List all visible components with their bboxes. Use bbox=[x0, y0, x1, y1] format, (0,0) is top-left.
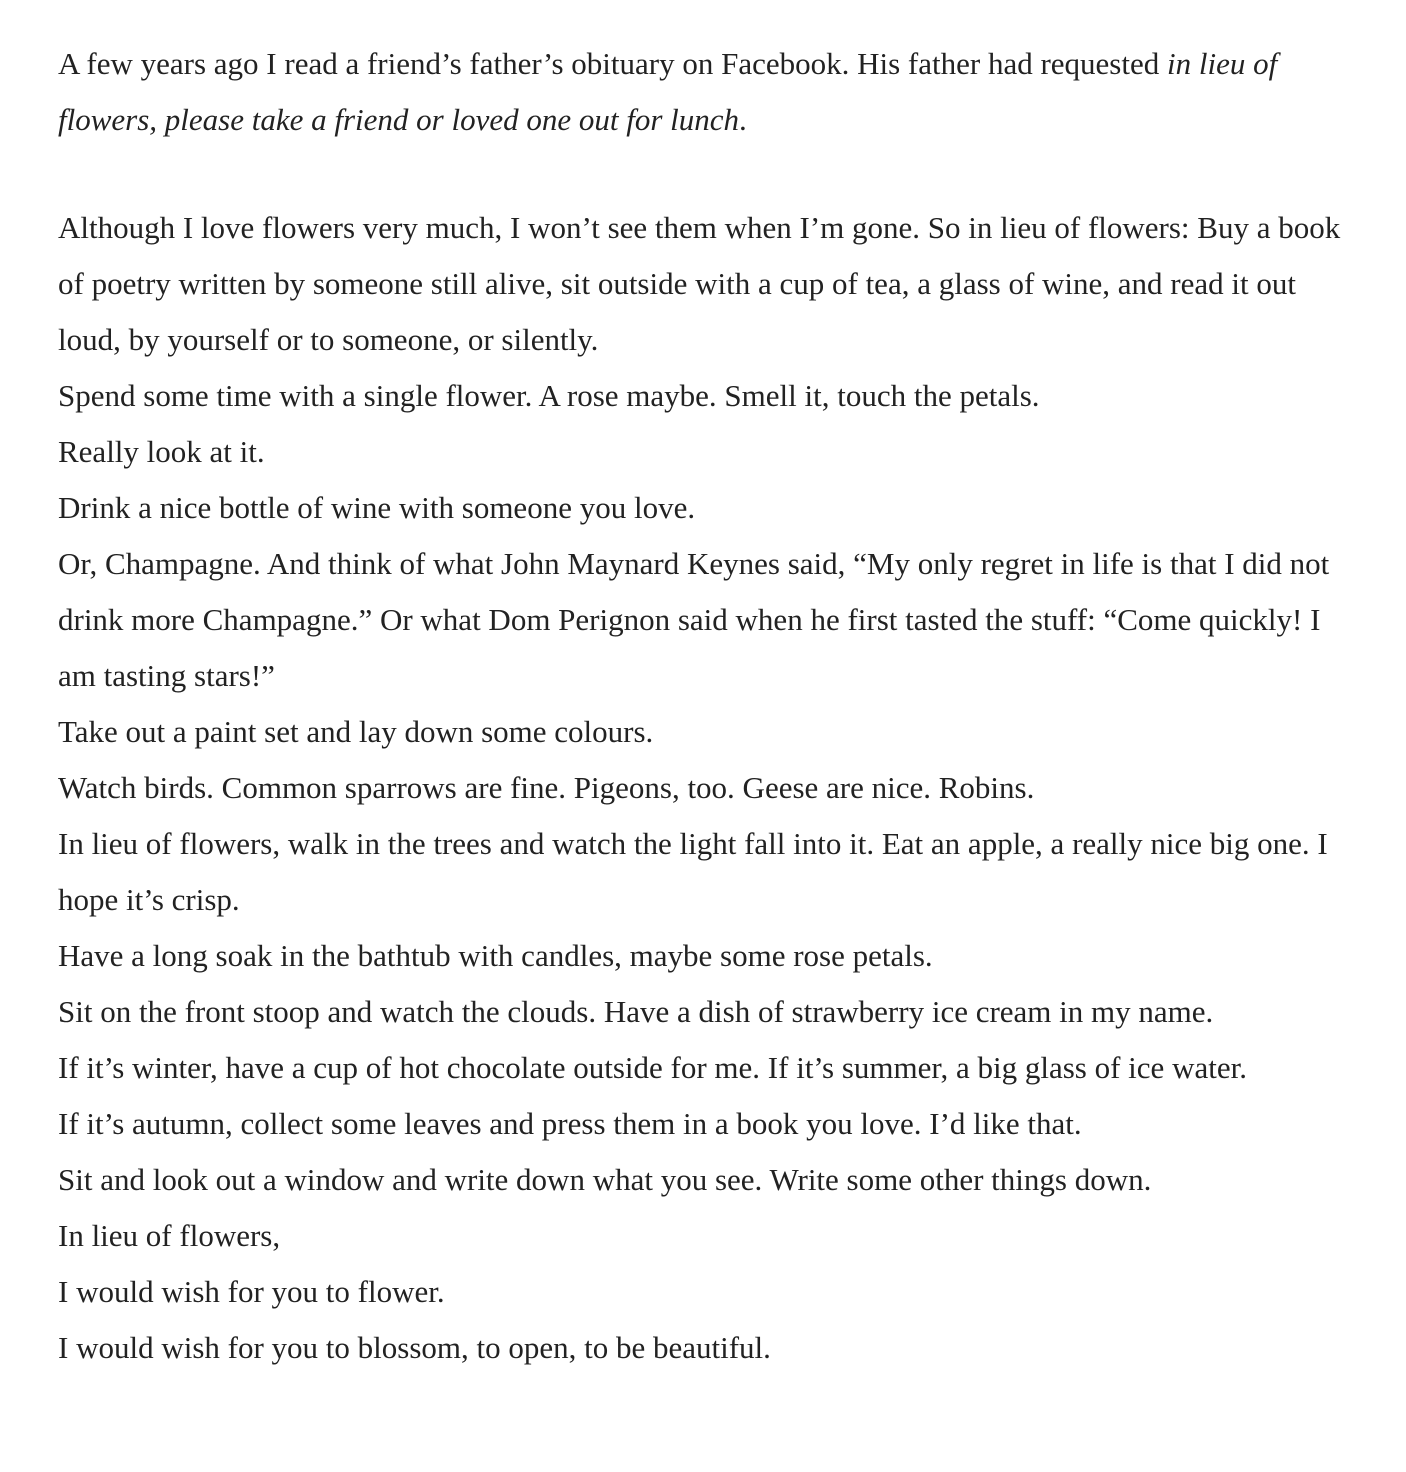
paragraph-winter-summer: If it’s winter, have a cup of hot chocolate outside for me. If it’s summer, a big glass of ice water. bbox=[58, 1050, 1247, 1085]
paragraph-champagne: Or, Champagne. And think of what John Maynard Keynes said, “My only regret in life is that I did not drink more Champagne.” Or what Dom Perignon said when he first tasted the stuff: “Come quickly! I am tasting stars!” bbox=[58, 546, 1330, 693]
paragraph-bottle-of-wine: Drink a nice bottle of wine with someone you love. bbox=[58, 490, 696, 525]
paragraph-window: Sit and look out a window and write down what you see. Write some other things down. bbox=[58, 1162, 1152, 1197]
intro-end: . bbox=[739, 102, 747, 137]
paragraph-wish-to-blossom: I would wish for you to blossom, to open, to be beautiful. bbox=[58, 1330, 771, 1365]
obituary-request-quote: in lieu of flowers, please take a friend or loved one out for lunch bbox=[58, 46, 1278, 137]
paragraph-front-stoop: Sit on the front stoop and watch the clouds. Have a dish of strawberry ice cream in my name. bbox=[58, 994, 1214, 1029]
paragraph-look-at-it: Really look at it. bbox=[58, 434, 265, 469]
paragraph-book-of-poetry: Although I love flowers very much, I won’t see them when I’m gone. So in lieu of flowers: Buy a book of poetry written by someone still alive, sit outside with a cup of tea, a glass of wine, and read it out loud, by yourself or to someone, or silently. bbox=[58, 210, 1341, 357]
paragraph-watch-birds: Watch birds. Common sparrows are fine. Pigeons, too. Geese are nice. Robins. bbox=[58, 770, 1035, 805]
paragraph-in-lieu-of-flowers: In lieu of flowers, bbox=[58, 1218, 281, 1253]
article-body bbox=[58, 36, 1358, 1376]
paragraph-wish-to-flower: I would wish for you to flower. bbox=[58, 1274, 445, 1309]
paragraph-walk-in-trees: In lieu of flowers, walk in the trees and watch the light fall into it. Eat an apple, a really nice big one. I hope it’s crisp. bbox=[58, 826, 1328, 917]
intro-text: A few years ago I read a friend’s father’s obituary on Facebook. His father had requested bbox=[58, 46, 1167, 81]
paragraph-bathtub: Have a long soak in the bathtub with candles, maybe some rose petals. bbox=[58, 938, 933, 973]
paragraph-single-flower: Spend some time with a single flower. A rose maybe. Smell it, touch the petals. bbox=[58, 378, 1040, 413]
paragraph-paint-set: Take out a paint set and lay down some colours. bbox=[58, 714, 654, 749]
paragraph-autumn: If it’s autumn, collect some leaves and press them in a book you love. I’d like that. bbox=[58, 1106, 1082, 1141]
intro-paragraph bbox=[58, 36, 1358, 148]
